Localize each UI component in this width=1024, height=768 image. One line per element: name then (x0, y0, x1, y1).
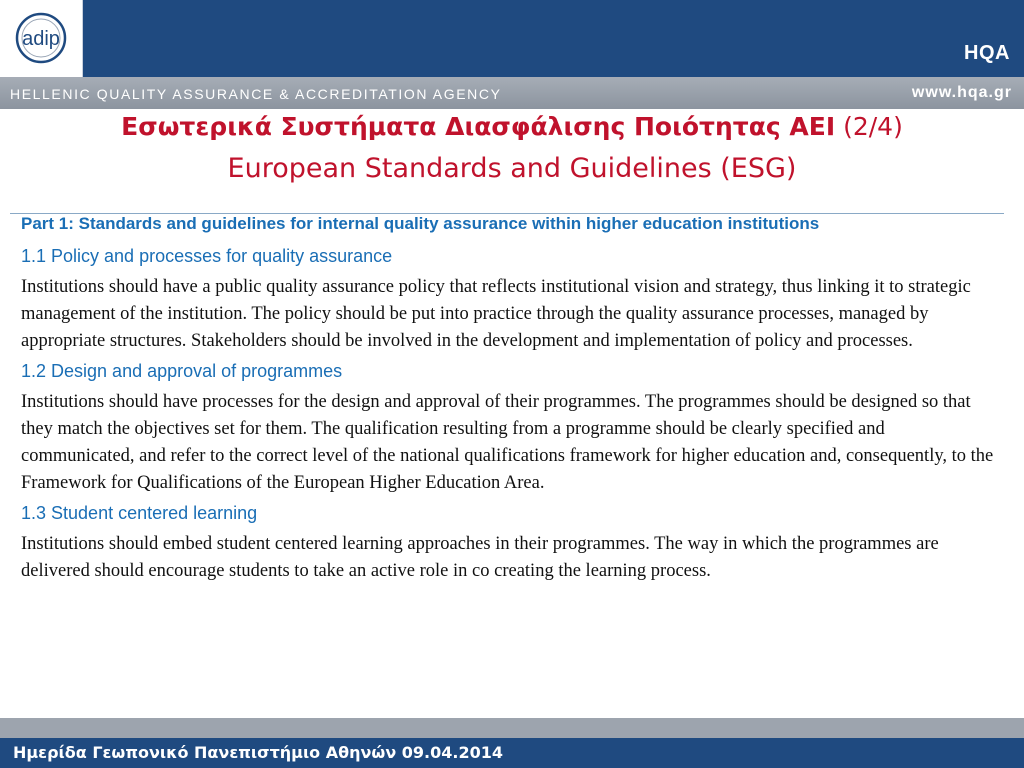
section-heading: 1.1 Policy and processes for quality assurance (21, 246, 393, 266)
section-body: Institutions should have a public quality assurance policy that reflects institutional vision and strategy, thus linking it to strategic management of the institution. The policy should be put into practice through the quality assurance processes, managed by appropriate structures. Stakeholders should be involved in the development and implementation of policy and processes. (21, 277, 971, 351)
section-1-2 (21, 359, 996, 497)
title-main: Εσωτερικά Συστήματα Διασφάλισης Ποιότητας ΑΕΙ (121, 112, 836, 141)
section-body: Institutions should have processes for the design and approval of their programmes. The programmes should be designed so that they match the objectives set for them. The qualification resulting from a programme should be clearly specified and communicated, and refer to the correct level of the national qualifications framework for higher education and, consequently, to the Framework for Qualifications of the European Higher Education Area. (21, 392, 994, 493)
title-line-1 (0, 110, 1024, 144)
title-line-2: European Standards and Guidelines (ESG) (227, 153, 797, 184)
section-body: Institutions should embed student centered learning approaches in their programmes. The way in which the programmes are delivered should encourage students to take an active role in co creating the learning process. (21, 534, 939, 581)
logo-text: adip (22, 28, 60, 50)
header-bar (0, 0, 1024, 77)
title-page-indicator: (2/4) (835, 112, 903, 141)
slide-title (0, 110, 1024, 188)
logo-emblem-icon (3, 12, 79, 64)
section-1-1 (21, 244, 996, 355)
footer-divider-band (0, 718, 1024, 738)
brand-code: HQA (964, 42, 1010, 64)
section-1-3 (21, 501, 996, 585)
slide-content (21, 212, 996, 589)
agency-logo (0, 0, 83, 77)
agency-name: HELLENIC QUALITY ASSURANCE & ACCREDITATION AGENCY (10, 86, 502, 102)
agency-website: www.hqa.gr (911, 84, 1012, 101)
footer-text: Ημερίδα Γεωπονικό Πανεπιστήμιο Αθηνών 09.04.2014 (13, 743, 503, 762)
section-heading: 1.3 Student centered learning (21, 503, 258, 523)
section-heading: 1.2 Design and approval of programmes (21, 361, 343, 381)
part-heading: Part 1: Standards and guidelines for internal quality assurance within higher education institutions (21, 214, 820, 233)
agency-bar (0, 77, 1024, 109)
footer-bar (0, 738, 1024, 768)
